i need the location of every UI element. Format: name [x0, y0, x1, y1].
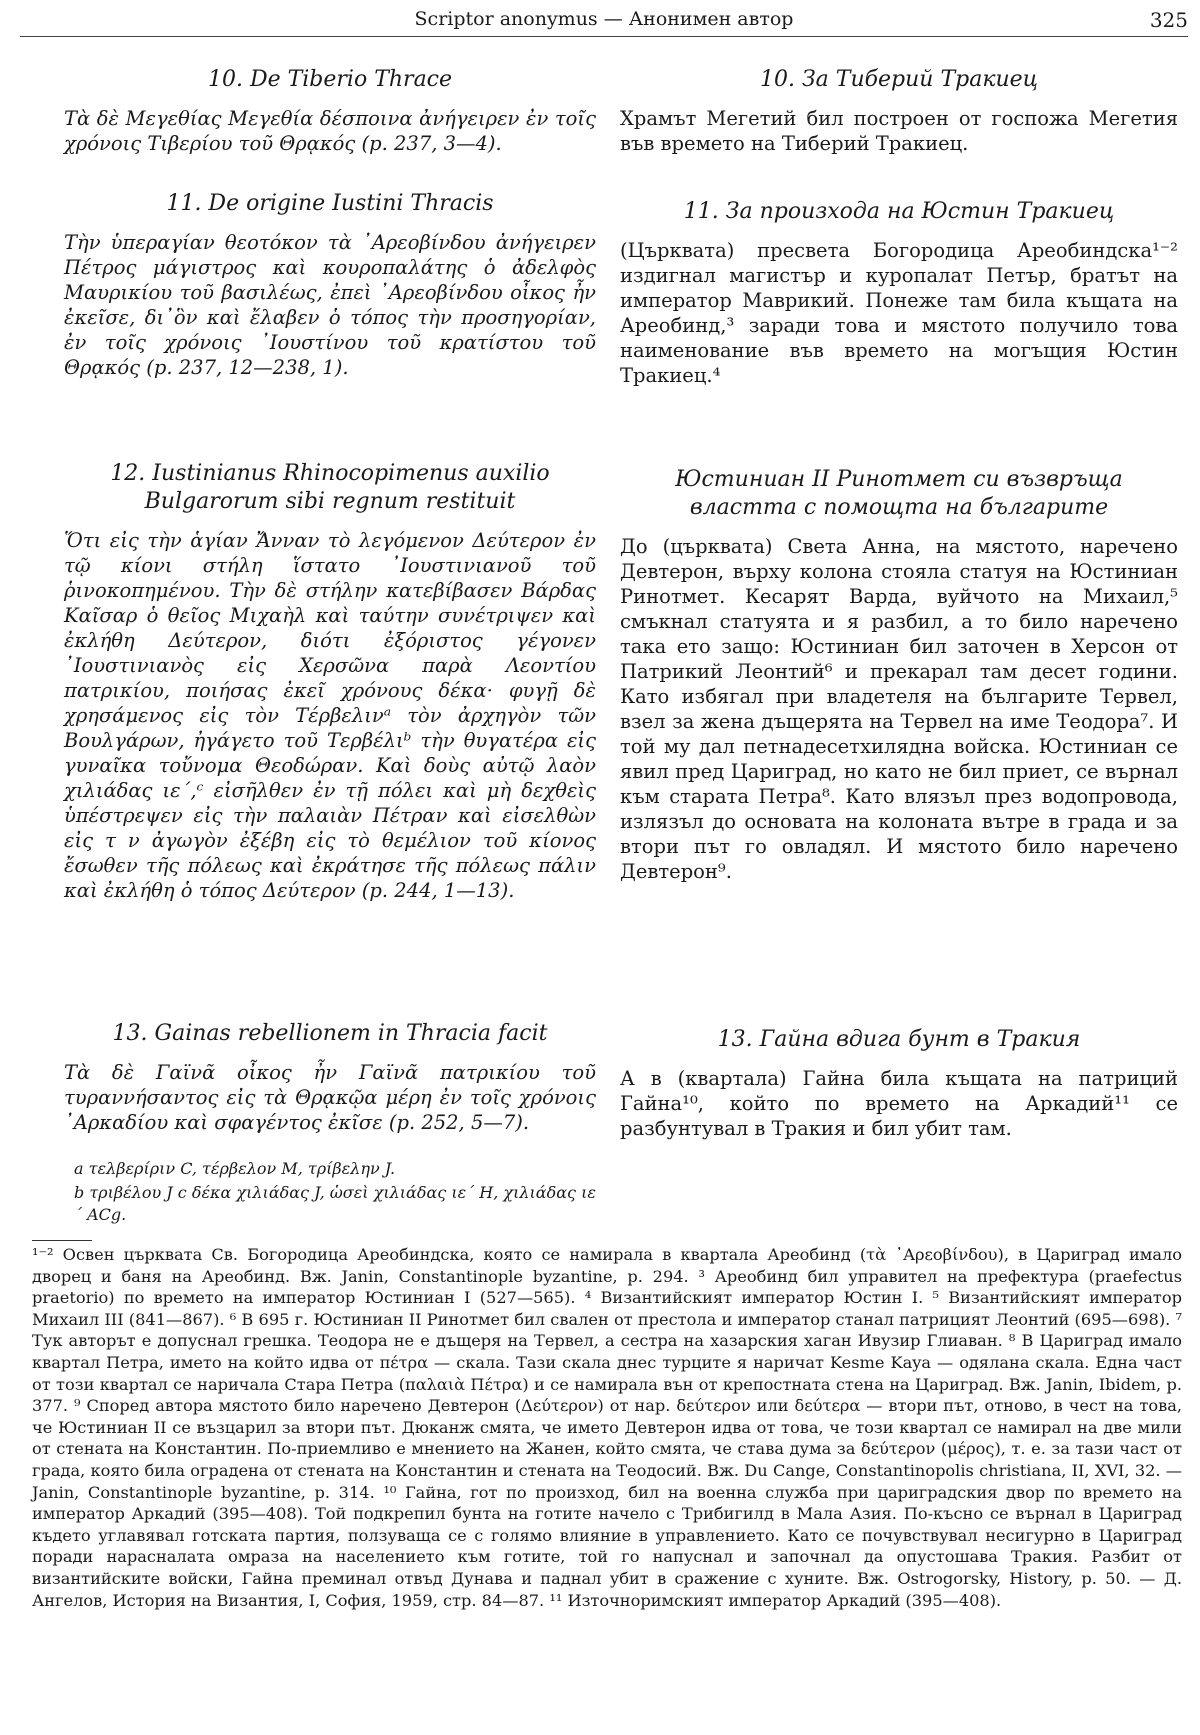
section-text: А в (квартала) Гайна била къщата на патриций Гайна¹⁰, който по времето на Аркадий¹¹ се разбунтувал в Тракия и бил убит там. — [620, 1067, 1178, 1140]
section-heading: 13. Гайна вдига бунт в Тракия — [717, 1027, 1081, 1052]
running-title: Scriptor anonymus — Анонимен автор — [414, 8, 794, 30]
page-number: 325 — [1149, 8, 1188, 32]
section-text: Τὰ δὲ Μεγεθίας Μεγεθία δέσποινα ἀνήγειρεν ἐν τοῖς χρόνοις Τιβερίου τοῦ Θρᾳκός (p. 237, 3—4). — [64, 107, 596, 155]
section-heading-continued: Bulgarorum sibi regnum restituit — [144, 489, 516, 514]
section-11-translation — [620, 198, 1178, 388]
section-heading: 13. Gainas rebellionem in Thracia facit — [112, 1021, 548, 1046]
section-text: Ὅτι εἰς τὴν ἁγίαν Ἄνναν τὸ λεγόμενον Δεύτερον ἐν τῷ κίονι στήλη ἵστατο ᾿Ιουστινιανοῦ τοῦ ῥινοκοπημένου. Τὴν δὲ στήλην κατεβίβασεν Βάρδας Καῖσαρ ὁ θεῖος Μιχαὴλ καὶ ταύτην συνέτριψεν καὶ ἐκλήθη Δεύτερον, διότι ἐξόριστος γέγονεν ᾿Ιουστινιανὸς εἰς Χερσῶνα παρὰ Λεοντίου πατρικίου, ποιήσας ἐκεῖ χρόνους δέκα· φυγῇ δὲ χρησάμενος εἰς τὸν Τέρβελινᵃ τὸν ἀρχηγὸν τῶν Βουλγάρων, ἠγάγετο τοῦ Τερβέλιᵇ τὴν θυγατέρα εἰς γυναῖκα τοὔνομα Θεοδώραν. Καὶ δοὺς αὐτῷ λαὸν χιλιάδας ιε´,ᶜ εἰσῆλθεν ἐν τῇ πόλει καὶ μὴ δεχθεὶς ὑπέστρεψεν εἰς τὴν παλαιὰν Πέτραν καὶ εἰσελθὼν εἰς τ ν ἀγωγὸν ἐξέβη εἰς τὸ θεμέλιον τοῦ κίονος ἔσωθεν τῆς πόλεως καὶ ἐκράτησε τῆς πόλεως πάλιν καὶ ἐκλήθη ὁ τόπος Δεύτερον (p. 244, 1—13). — [64, 529, 596, 902]
section-heading: 11. За произхода на Юстин Тракиец — [683, 199, 1115, 224]
section-heading: 10. За Тиберий Тракиец — [759, 67, 1039, 92]
section-12-greek — [64, 460, 596, 903]
section-10-greek — [64, 66, 596, 156]
critical-apparatus — [64, 1158, 596, 1228]
apparatus-line: b τριβέλου J c δέκα χιλιάδας J, ὡσεὶ χιλιάδας ιε´ H, χιλιάδας ιε´ ACg. — [74, 1183, 596, 1224]
running-header — [20, 6, 1188, 37]
section-13-greek — [64, 1020, 596, 1135]
section-12-translation — [620, 466, 1178, 884]
apparatus-line: a τελβερίριν C, τέρβελον M, τρίβελην J. — [74, 1159, 396, 1178]
section-13-translation — [620, 1026, 1178, 1141]
section-heading-continued: властта с помощта на българите — [689, 495, 1109, 520]
section-text: Τὰ δὲ Γαϊνᾶ οἶκος ἦν Γαϊνᾶ πατρικίου τοῦ τυραννήσαντος εἰς τὰ Θρᾳκῷα μέρη ἐν τοῖς χρόνοις ᾿Αρκαδίου καὶ σφαγέντος ἐκῖσε (p. 252, 5—7). — [64, 1061, 596, 1134]
section-text: Храмът Мегетий бил построен от госпожа Мегетия във времето на Тиберий Тракиец. — [620, 107, 1178, 155]
footnote-rule — [32, 1240, 92, 1241]
section-text: (Църквата) пресвета Богородица Ареобиндска¹⁻² издигнал магистър и куропалат Петър, братът на император Маврикий. Понеже там била къщата на Ареобинд,³ заради това и мястото получило това наименование във времето на могъщия Юстин Тракиец.⁴ — [620, 239, 1178, 387]
section-text: Τὴν ὑπεραγίαν θεοτόκον τὰ ᾿Αρεοβίνδου ἀνήγειρεν Πέτρος μάγιστρος καὶ κουροπαλάτης ὁ ἀδελφὸς Μαυρικίου τοῦ βασιλέως, ἐπεὶ ᾿Αρεοβίνδου οἶκος ἦν ἐκεῖσε, δι᾿ὃν καὶ ἔλαβεν ὁ τόπος τὴν προσηγορίαν, ἐν τοῖς χρόνοις ᾿Ιουστίνου τοῦ κρατίστου τοῦ Θρᾳκός (p. 237, 12—238, 1). — [64, 231, 596, 379]
section-11-greek — [64, 190, 596, 380]
section-heading: Юстиниан II Ринотмет си възвръща — [675, 467, 1123, 492]
section-text: До (църквата) Света Анна, на мястото, наречено Девтерон, върху колона стояла статуя на Юстиниан Ринотмет. Кесарят Варда, вуйчото на Михаил,⁵ смъкнал статуята и я разбил, а то било наречено така ето защо: Юстиниан бил заточен в Херсон от Патрикий Леонтий⁶ и прекарал там десет години. Като избягал при владетеля на българите Тервел, взел за жена дъщерята на Тервел на име Теодора⁷. И той му дал петнадесетхилядна войска. Юстиниан се явил пред Цариград, но като не бил приет, се върнал към старата Петра⁸. Като влязъл през водопровода, излязъл до основата на колоната вътре в града и за втори път го овладял. И мястото било наречено Девтерон⁹. — [620, 535, 1178, 883]
section-heading: 11. De origine Iustini Thracis — [166, 191, 494, 216]
section-heading: 10. De Tiberio Thrace — [207, 67, 453, 92]
section-heading: 12. Iustinianus Rhinocopimenus auxilio — [110, 461, 550, 486]
section-10-translation — [620, 66, 1178, 156]
footnotes: ¹⁻² Освен църквата Св. Богородица Ареобиндска, която се намирала в квартала Ареобинд (τὰ ᾿Αρεοβίνδου), в Цариград имало дворец и баня на Ареобинд. Вж. Janin, Constantinople byzantine, p. 294. ³ Ареобинд бил управител на префектура (praefectus praetorio) по времето на император Юстиниан I (527—565). ⁴ Византийският император Юстин I. ⁵ Византийският император Михаил III (841—867). ⁶ В 695 г. Юстиниан II Ринотмет бил свален от престола и император станал патрицият Леонтий (695—698). ⁷ Тук авторът е допуснал грешка. Теодора не е дъщеря на Тервел, а сестра на хазарския хаган Ивузир Глиаван. ⁸ В Цариград имало квартал Петра, името на който идва от πέτρα — скала. Тази скала днес турците я наричат Kesme Kaya — одялана скала. Една част от този квартал се наричала Стара Петра (παλαιὰ Πέτρα) и се намирала вън от крепостната стена на Цариград. Вж. Janin, Ibidem, p. 377. ⁹ Според автора мястото било наречено Девтерон (Δεύτερον) от нар. δεύτερον или δεύτερα — втори път, отново, в чест на това, че Юстиниан II се възцарил за втори път. Дюканж смята, че името Девтерон идва от това, че този квартал се намирал на две мили от стената на Константин. По-приемливо е мнението на Жанен, който смята, че става дума за δεύτερον (μέρος), т. е. за тази част от града, която била оградена от стената на Константин и стената на Теодосий. Вж. Du Cange, Constantinopolis christiana, II, XVI, 32. — Janin, Constantinople byzantine, p. 314. ¹⁰ Гайна, гот по произход, бил на военна служба при цариградския двор по времето на император Аркадий (395—408). Той подкрепил бунта на готите начело с Трибигилд в Мала Азия. По-късно се върнал в Цариград където углавявал готската партия, ползуваща се с голямо влияние в управлението. Като се почувствувал несигурно в Цариград поради нарасналата омраза на населението към готите, той го напуснал и започнал да опустошава Тракия. Разбит от византийските войски, Гайна преминал отвъд Дунава и паднал убит в сражение с хуните. Вж. Ostrogorsky, History, p. 50. — Д. Ангелов, История на Византия, I, София, 1959, стр. 84—87. ¹¹ Източноримският император Аркадий (395—408). — [32, 1245, 1182, 1610]
